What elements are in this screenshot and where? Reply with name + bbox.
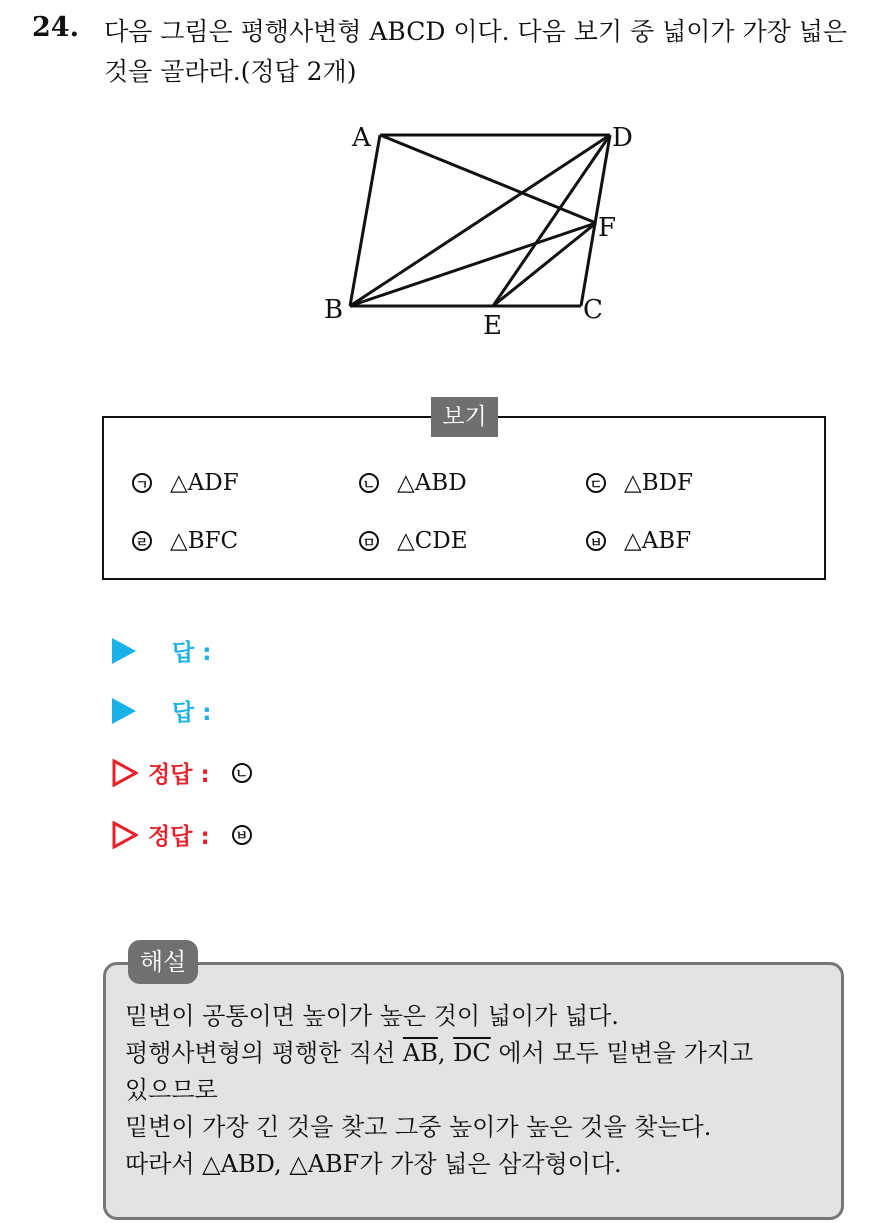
answer-row-1 [112, 634, 211, 667]
label-f: F [598, 213, 617, 243]
answer-label: 답 : [172, 700, 212, 726]
label-c: C [583, 295, 603, 325]
explanation-line: 있으므로 [125, 1076, 218, 1104]
outline-arrow-icon [112, 759, 138, 787]
question-number: 24. [32, 12, 79, 43]
question-text-line2: 것을 골라라.(정답 2개) [104, 57, 357, 86]
segment-bd [350, 135, 610, 306]
label-d: D [612, 123, 633, 153]
bogi-title: 보기 [431, 397, 498, 437]
option-mark: ㄴ [359, 473, 379, 493]
explanation-line [125, 1035, 830, 1072]
explanation-tab: 해설 [128, 940, 198, 984]
play-arrow-icon [112, 698, 136, 724]
option-text: △BDF [624, 470, 693, 496]
option-text: △CDE [397, 528, 468, 554]
question-text-line1: 다음 그림은 평행사변형 ABCD 이다. 다음 보기 중 넓이가 가장 넓은 [104, 17, 848, 46]
explanation-fragment: 에서 모두 밑변을 가지고 [490, 1039, 754, 1067]
option-mark: ㄱ [132, 473, 152, 493]
option-2 [359, 470, 467, 496]
option-mark: ㄹ [132, 531, 152, 551]
bogi-box [102, 416, 826, 580]
option-mark: ㅁ [359, 531, 379, 551]
correct-label: 정답 : [148, 762, 210, 788]
label-b: B [324, 295, 344, 325]
segment-dc-notation: $\overline{DC}$ [453, 1039, 491, 1067]
option-3 [586, 470, 693, 496]
parallelogram-figure [300, 110, 660, 350]
explanation-fragment: 평행사변형의 평행한 직선 [125, 1039, 403, 1067]
correct-label: 정답 : [148, 824, 210, 850]
question-text [104, 12, 869, 92]
segment-ab-notation: $\overline{AB}$ [402, 1039, 438, 1067]
option-4 [132, 528, 238, 554]
answer-row-2 [112, 694, 211, 727]
option-6 [586, 528, 691, 554]
play-arrow-icon [112, 638, 136, 664]
explanation-line: 따라서 △ABD, △ABF가 가장 넓은 삼각형이다. [125, 1150, 622, 1178]
outline-arrow-icon [112, 821, 138, 849]
correct-mark: ㅂ [232, 825, 252, 845]
label-a: A [352, 123, 371, 153]
correct-mark: ㄴ [232, 763, 252, 783]
explanation-fragment: , [437, 1039, 454, 1067]
option-text: △ABF [624, 528, 692, 554]
answer-label: 답 : [172, 640, 212, 666]
explanation-text [125, 998, 830, 1183]
segment-af [380, 135, 596, 223]
correct-row-1 [112, 756, 270, 789]
option-mark: ㄷ [586, 473, 606, 493]
label-e: E [483, 311, 502, 341]
option-text: △BFC [170, 528, 239, 554]
edge-ab [350, 135, 380, 306]
correct-row-2 [112, 818, 270, 851]
explanation-line: 밑변이 가장 긴 것을 찾고 그중 높이가 높은 것을 찾는다. [125, 1113, 712, 1141]
option-mark: ㅂ [586, 531, 606, 551]
segment-bf [350, 223, 596, 306]
option-text: △ADF [170, 470, 239, 496]
segment-ef [493, 223, 596, 306]
explanation-line: 밑변이 공통이면 높이가 높은 것이 넓이가 넓다. [125, 1002, 619, 1030]
option-5 [359, 528, 468, 554]
option-text: △ABD [397, 470, 467, 496]
option-1 [132, 470, 239, 496]
